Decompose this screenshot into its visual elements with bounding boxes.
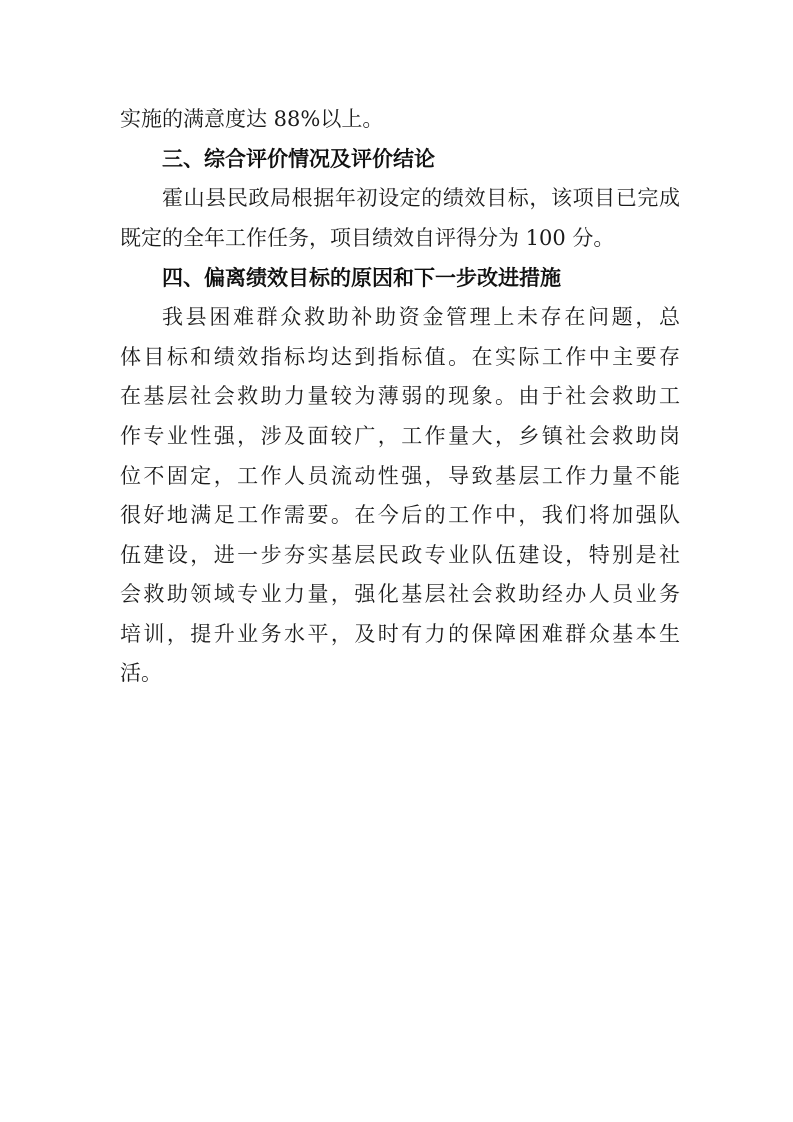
paragraph-line: 培训，提升业务水平，及时有力的保障困难群众基本生 bbox=[120, 622, 680, 646]
paragraph-line: 活。 bbox=[120, 661, 162, 685]
paragraph-line: 在基层社会救助力量较为薄弱的现象。由于社会救助工 bbox=[120, 384, 680, 408]
paragraph-line: 很好地满足工作需要。在今后的工作中，我们将加强队 bbox=[120, 503, 680, 527]
paragraph-line: 实施的满意度达 88%以上。 bbox=[120, 107, 384, 131]
section-heading-4: 四、偏离绩效目标的原因和下一步改进措施 bbox=[162, 266, 561, 290]
paragraph-line: 伍建设，进一步夯实基层民政专业队伍建设，特别是社 bbox=[120, 543, 680, 567]
paragraph-line: 既定的全年工作任务，项目绩效自评得分为 100 分。 bbox=[120, 226, 615, 250]
paragraph-line: 体目标和绩效指标均达到指标值。在实际工作中主要存 bbox=[120, 345, 680, 369]
paragraph-line: 霍山县民政局根据年初设定的绩效目标，该项目已完成 bbox=[162, 186, 680, 210]
paragraph-line: 位不固定，工作人员流动性强，导致基层工作力量不能 bbox=[120, 464, 680, 488]
section-heading-3: 三、综合评价情况及评价结论 bbox=[162, 147, 435, 171]
paragraph-line: 会救助领域专业力量，强化基层社会救助经办人员业务 bbox=[120, 582, 680, 606]
paragraph-line: 我县困难群众救助补助资金管理上未存在问题，总 bbox=[162, 305, 680, 329]
paragraph-line: 作专业性强，涉及面较广，工作量大，乡镇社会救助岗 bbox=[120, 424, 680, 448]
